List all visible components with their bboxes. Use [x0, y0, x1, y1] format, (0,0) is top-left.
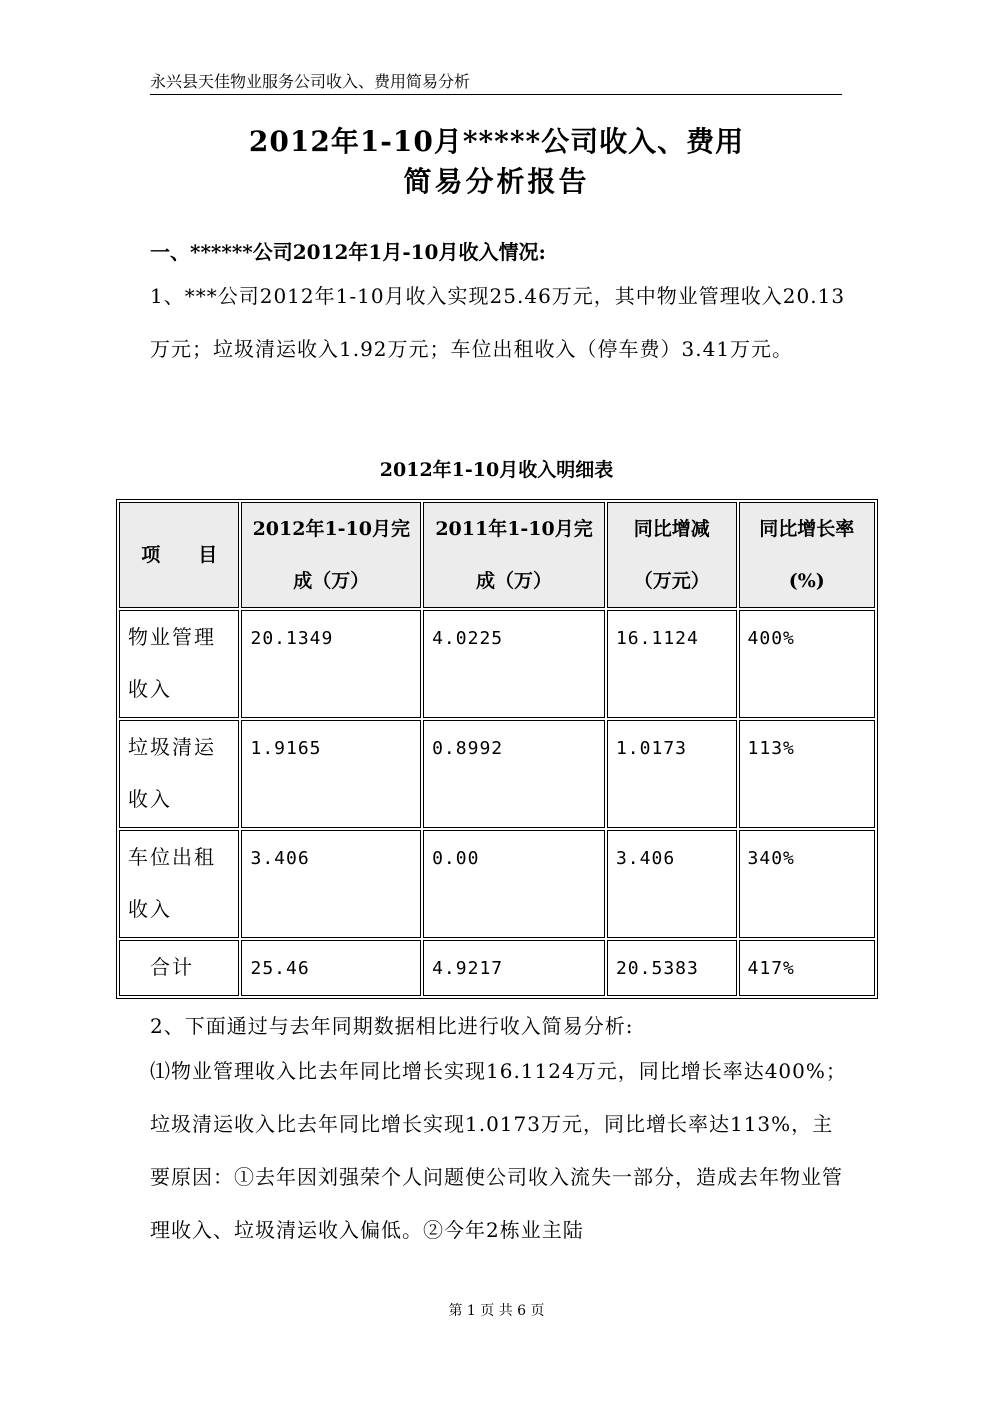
cell-2011: 4.0225	[423, 610, 605, 718]
row-label: 物业管理收入	[119, 610, 239, 718]
cell-rate: 340%	[739, 830, 875, 938]
section-heading-income: 一、******公司2012年1月-10月收入情况:	[150, 240, 546, 264]
row-label: 垃圾清运收入	[119, 720, 239, 828]
table-header-row	[119, 502, 875, 608]
header-2011-completed: 2011年1-10月完成（万）	[423, 502, 605, 608]
table-caption: 2012年1-10月收入明细表	[379, 459, 614, 481]
table-row	[119, 720, 875, 828]
page-footer: 第 1 页 共 6 页	[448, 1303, 545, 1319]
paragraph-analysis-intro: 2、下面通过与去年同期数据相比进行收入简易分析:	[150, 1014, 634, 1038]
header-yoy-change: 同比增减（万元）	[607, 502, 737, 608]
document-title-line-2: 简易分析报告	[403, 165, 590, 198]
cell-change: 1.0173	[607, 720, 737, 828]
table-row	[119, 830, 875, 938]
header-yoy-growth-rate: 同比增长率(%)	[739, 502, 875, 608]
cell-rate: 400%	[739, 610, 875, 718]
cell-rate: 113%	[739, 720, 875, 828]
income-detail-table	[116, 499, 878, 999]
cell-change: 16.1124	[607, 610, 737, 718]
cell-2012: 25.46	[241, 940, 421, 996]
table-row	[119, 610, 875, 718]
paragraph-income-summary: 1、***公司2012年1-10月收入实现25.46万元，其中物业管理收入20.13万元；垃圾清运收入1.92万元；车位出租收入（停车费）3.41万元。	[150, 284, 846, 361]
cell-rate: 417%	[739, 940, 875, 996]
cell-2011: 0.8992	[423, 720, 605, 828]
paragraph-analysis-detail: ⑴物业管理收入比去年同比增长实现16.1124万元，同比增长率达400%；垃圾清运收入比去年同比增长实现1.0173万元，同比增长率达113%，主要原因：①去年因刘强荣个人问题使公司收入流失一部分，造成去年物业管理收入、垃圾清运收入偏低。②今年2栋业主陆	[150, 1059, 847, 1242]
cell-2011: 4.9217	[423, 940, 605, 996]
header-item: 项 目	[119, 502, 239, 608]
cell-2012: 3.406	[241, 830, 421, 938]
document-title-line-1: 2012年1-10月*****公司收入、费用	[248, 125, 745, 158]
cell-2012: 20.1349	[241, 610, 421, 718]
header-2012-completed: 2012年1-10月完成（万）	[241, 502, 421, 608]
cell-2012: 1.9165	[241, 720, 421, 828]
table-total-row	[119, 940, 875, 996]
cell-2011: 0.00	[423, 830, 605, 938]
row-label: 车位出租收入	[119, 830, 239, 938]
running-header: 永兴县天佳物业服务公司收入、费用简易分析	[150, 72, 842, 95]
cell-change: 20.5383	[607, 940, 737, 996]
row-label-total: 合计	[119, 940, 239, 996]
cell-change: 3.406	[607, 830, 737, 938]
